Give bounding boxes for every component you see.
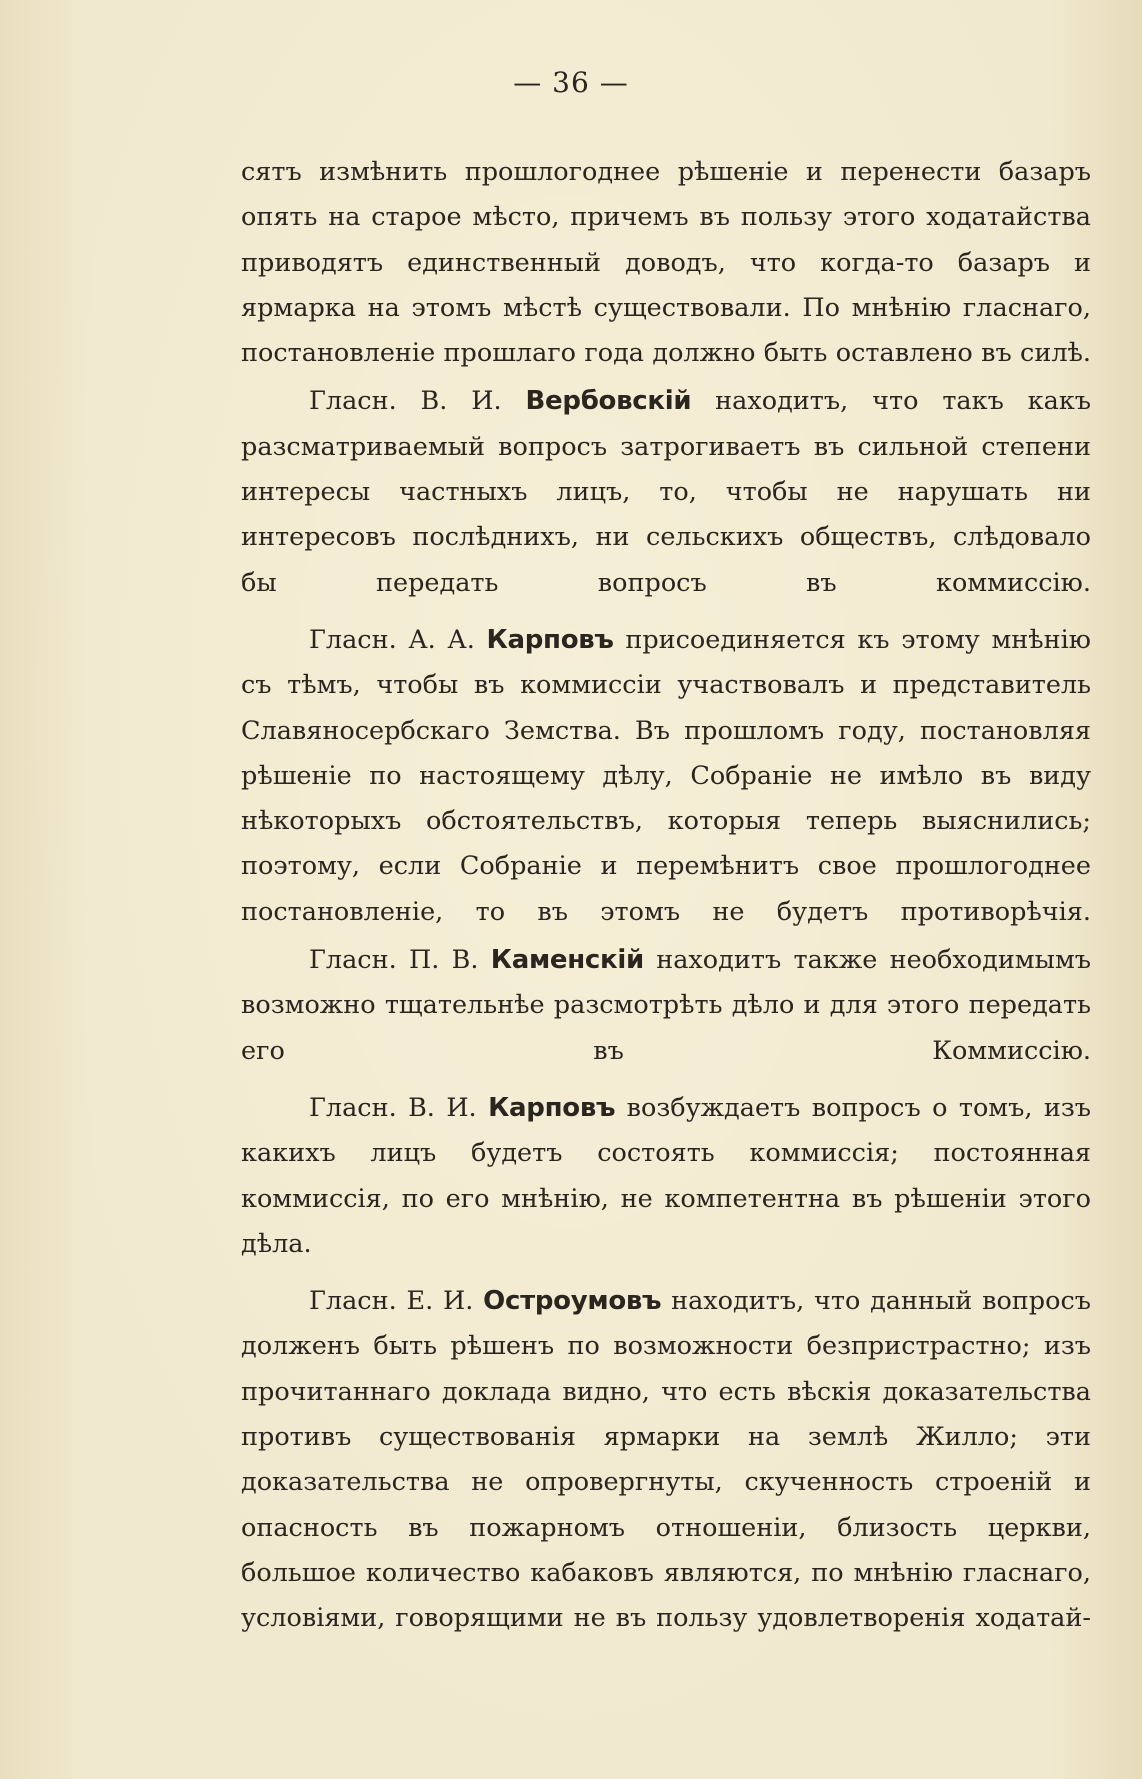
page-number: — 36 — xyxy=(513,66,629,99)
speaker-title: Гласн. Е. И. xyxy=(309,1286,484,1317)
paragraph-continuation xyxy=(241,150,1091,376)
paragraph-text: находитъ, что такъ какъ разсматриваемый вопросъ затрогиваетъ въ сильной степени интересы частныхъ лицъ, то, чтобы не нарушать ни интересовъ послѣднихъ, ни сельскихъ обществъ, слѣдовало бы передать вопросъ въ коммиссію. xyxy=(241,386,1091,598)
paragraph-kamensky xyxy=(241,938,1091,1074)
body-text xyxy=(241,150,1091,1645)
speaker-name: Карповъ xyxy=(488,1092,616,1123)
speaker-name: Вербовскій xyxy=(525,386,692,417)
paragraph-ostroumov xyxy=(241,1279,1091,1641)
paragraph-text: сятъ измѣнить прошлогоднее рѣшеніе и перенести базаръ опять на старое мѣсто, причемъ въ пользу этого ходатайства приводятъ единственный доводъ, что когда-то базаръ и ярмарка на этомъ мѣстѣ существовали. По мнѣнію гласнаго, постановленіе прошлаго года должно быть оставлено въ силѣ. xyxy=(241,157,1091,369)
speaker-name: Каменскій xyxy=(490,945,644,976)
paragraph-text: присоединяется къ этому мнѣнію съ тѣмъ, чтобы въ коммиссіи участвовалъ и представитель Славяносербскаго Земства. Въ прошломъ году, постановляя рѣшеніе по настоящему дѣлу, Собраніе не имѣло въ виду нѣкоторыхъ обстоятельствъ, которыя теперь выяснились; поэтому, если Собраніе и перемѣнитъ свое прошлогоднее постановленіе, то въ этомъ не будетъ противорѣчія. xyxy=(241,624,1092,927)
paragraph-text: находитъ также необходимымъ возможно тщательнѣе разсмотрѣть дѣло и для этого передать его въ Коммиссію. xyxy=(241,945,1091,1066)
paragraph-verbovsky xyxy=(241,379,1091,605)
paragraph-text: находитъ, что данный вопросъ долженъ быть рѣшенъ по возможности безпристрастно; изъ прочитаннаго доклада видно, что есть вѣскія доказательства противъ существованія ярмарки на землѣ Жилло; эти доказательства не опровергнуты, скученность строеній и опасность въ пожарномъ отношеніи, близость церкви, большое количество кабаковъ являются, по мнѣнію гласнаго, условіями, говорящими не въ пользу удовлетворенія ходатай- xyxy=(241,1286,1091,1634)
speaker-title: Гласн. П. В. xyxy=(309,945,491,976)
paragraph-text: возбуждаетъ вопросъ о томъ, изъ какихъ лицъ будетъ состоять коммиссія; постоянная коммиссія, по его мнѣнію, не компетентна въ рѣшеніи этого дѣла. xyxy=(241,1092,1091,1259)
speaker-title: Гласн. А. А. xyxy=(309,624,487,655)
speaker-name: Остроумовъ xyxy=(483,1286,662,1317)
speaker-title: Гласн. В. И. xyxy=(309,386,526,417)
paragraph-karpov-aa xyxy=(241,618,1091,935)
speaker-title: Гласн. В. И. xyxy=(309,1092,489,1123)
speaker-name: Карповъ xyxy=(486,624,614,655)
paragraph-karpov-vi xyxy=(241,1086,1091,1267)
